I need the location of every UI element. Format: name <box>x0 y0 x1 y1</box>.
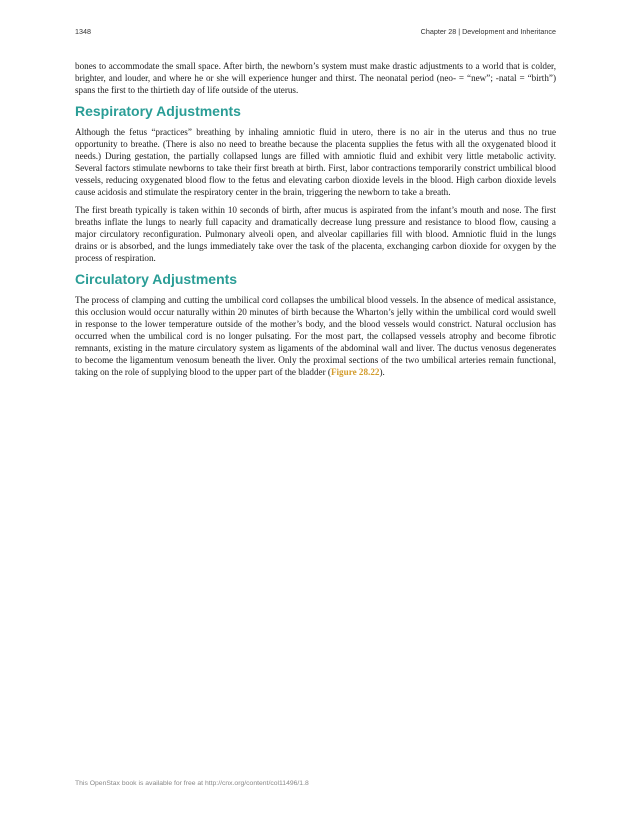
respiratory-heading: Respiratory Adjustments <box>75 103 241 119</box>
page-number: 1348 <box>75 27 91 36</box>
respiratory-paragraph-2: The first breath typically is taken within 10 seconds of birth, after mucus is aspirated from the infant’s mouth and nose. The first breaths inflate the lungs to nearly full capacity and dramatically decrease lung pressure and resistance to blood flow, causing a major circulatory reconfiguration. Pulmonary alveoli open, and alveolar capillaries fill with blood. Amniotic fluid in the lungs drains or is absorbed, and the lungs immediately take over the task of the placenta, exchanging carbon dioxide for oxygen by the process of respiration. <box>75 205 556 263</box>
page-header <box>75 27 556 39</box>
figure-link[interactable]: Figure 28.22 <box>330 367 380 377</box>
circulatory-paragraph-end: ). <box>379 367 385 377</box>
intro-paragraph: bones to accommodate the small space. After birth, the newborn’s system must make drastic adjustments to a world that is colder, brighter, and louder, and where he or she will experience hunger and thirst. The neonatal period (neo- = “new”; -natal = “birth”) spans the first to the thirtieth day of life outside of the uterus. <box>75 61 556 95</box>
respiratory-paragraph-1: Although the fetus “practices” breathing by inhaling amniotic fluid in utero, there is no air in the uterus and thus no true opportunity to breathe. (There is also no need to breathe because the placenta supplies the fetus with all the oxygenated blood it needs.) During gestation, the partially collapsed lungs are filled with amniotic fluid and exhibit very little metabolic activity. Several factors stimulate newborns to take their first breath at birth. First, labor contractions temporarily constrict umbilical blood vessels, reducing oxygenated blood flow to the fetus and elevating carbon dioxide levels in the blood. High carbon dioxide levels cause acidosis and stimulate the respiratory center in the brain, triggering the newborn to take a breath. <box>75 127 556 197</box>
page-content <box>75 60 556 384</box>
circulatory-heading: Circulatory Adjustments <box>75 271 238 287</box>
circulatory-paragraph-1 <box>75 294 556 378</box>
circulatory-paragraph-text: The process of clamping and cutting the umbilical cord collapses the umbilical blood vessels. In the absence of medical assistance, this occlusion would occur naturally within 20 minutes of birth because the Wharton’s jelly within the umbilical cord would swell in response to the lower temperature outside of the mother’s body, and the blood vessels would constrict. Natural occlusion has occurred when the umbilical cord is no longer pulsating. For the most part, the collapsed vessels atrophy and become fibrotic remnants, existing in the mature circulatory system as ligaments of the abdominal wall and liver. The ductus venosus degenerates to become the ligamentum venosum beneath the liver. Only the proximal sections of the two umbilical arteries remain functional, taking on the role of supplying blood to the upper part of the bladder ( <box>75 295 556 377</box>
page-footer: This OpenStax book is available for free at http://cnx.org/content/col11496/1.8 <box>75 780 309 787</box>
chapter-title: Chapter 28 | Development and Inheritance <box>420 27 556 36</box>
